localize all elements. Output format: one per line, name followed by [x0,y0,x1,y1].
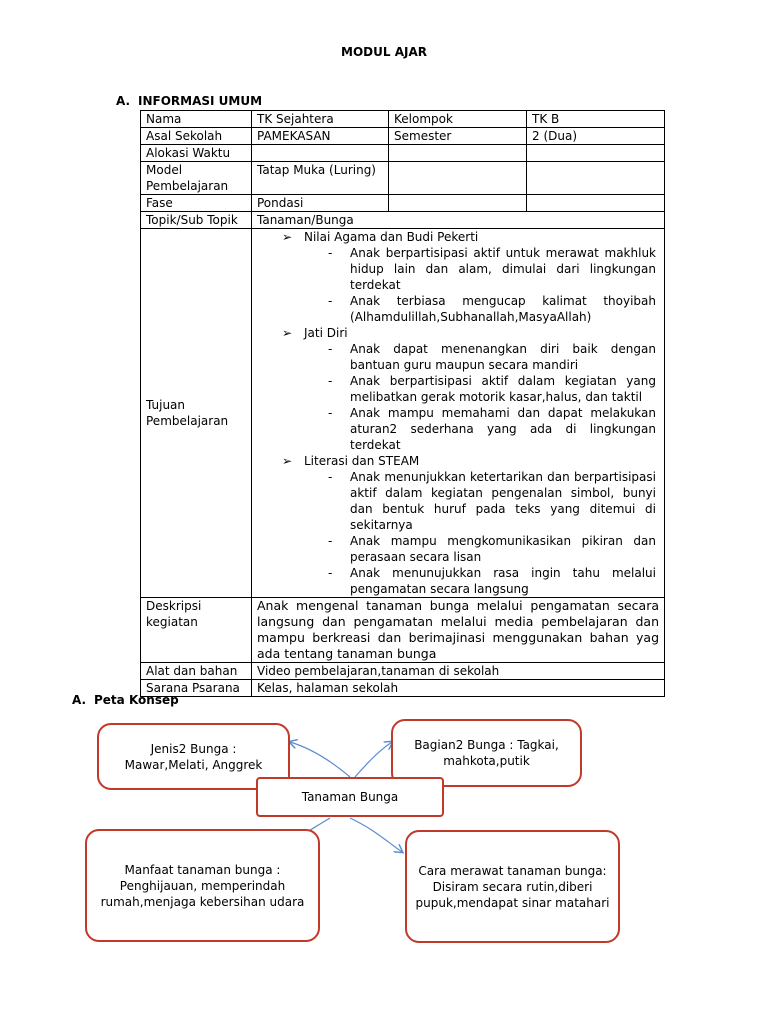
cell-label: Kelompok [389,111,527,128]
cell-value: Tatap Muka (Luring) [252,162,389,195]
cell-label: Asal Sekolah [141,128,252,145]
cell-label: Model Pembelajaran [141,162,252,195]
section-number: A. [116,94,131,108]
cell-value: PAMEKASAN [252,128,389,145]
goal-item-text: Anak mampu mengkomunikasikan pikiran dan perasaan secara lisan [350,534,656,564]
dash-bullet: - [328,374,333,388]
bullet-arrow-icon: ➢ [282,326,293,340]
goal-item-text: Anak berpartisipasi aktif untuk merawat makhluk hidup lain dan alam, dimulai dari lingkungan terdekat [350,246,656,292]
section-label: Peta Konsep [94,693,179,707]
dash-bullet: - [328,406,333,420]
cell-empty [389,145,527,162]
cell-empty [389,195,527,212]
dash-bullet: - [328,246,333,260]
goal-heading [282,453,664,469]
cell-label: Deskripsi kegiatan [141,598,252,663]
cell-value: Kelas, halaman sekolah [252,680,665,697]
goal-heading-text: Jati Diri [304,326,348,340]
list-item [282,469,664,533]
dash-bullet: - [328,534,333,548]
table-row [141,598,665,663]
arrow-to-bagian [355,742,392,777]
arrow-to-merawat [350,818,402,852]
list-item [282,565,664,597]
dash-bullet: - [328,566,333,580]
cell-value: TK Sejahtera [252,111,389,128]
goal-item-text: Anak mampu memahami dan dapat melakukan aturan2 sederhana yang ada di lingkungan terdekat [350,406,656,452]
table-row [141,663,665,680]
concept-box-manfaat: Manfaat tanaman bunga : Penghijauan, memperindah rumah,menjaga kebersihan udara [85,829,320,942]
goal-heading-text: Nilai Agama dan Budi Pekerti [304,230,479,244]
cell-empty [527,195,665,212]
list-item [282,373,664,405]
concept-box-center: Tanaman Bunga [256,777,444,817]
cell-label: Sarana Psarana [141,680,252,697]
concept-box-merawat: Cara merawat tanaman bunga: Disiram secara rutin,diberi pupuk,mendapat sinar matahari [405,830,620,943]
cell-label: Tujuan Pembelajaran [141,229,252,598]
cell-empty [252,145,389,162]
list-item [282,405,664,453]
cell-empty [527,162,665,195]
cell-value: Anak mengenal tanaman bunga melalui pengamatan secara langsung dan pengamatan melalui media pembelajaran dan mampu berkreasi dan berimajinasi menggunakan bahan yag ada tentang tanaman bunga [252,598,665,663]
cell-label: Fase [141,195,252,212]
goal-group [252,453,664,597]
list-item [282,533,664,565]
goal-heading [282,325,664,341]
section-heading-peta-konsep [72,693,179,707]
arrow-to-jenis [290,742,350,777]
table-row [141,195,665,212]
goal-item-text: Anak menunujukkan rasa ingin tahu melalui pengamatan secara langsung [350,566,656,596]
cell-label: Topik/Sub Topik [141,212,252,229]
table-row [141,128,665,145]
table-row [141,212,665,229]
section-heading-informasi [116,94,262,108]
cell-value: Video pembelajaran,tanaman di sekolah [252,663,665,680]
table-row [141,229,665,598]
table-row [141,145,665,162]
cell-value: TK B [527,111,665,128]
cell-value: 2 (Dua) [527,128,665,145]
cell-label: Nama [141,111,252,128]
concept-box-jenis: Jenis2 Bunga : Mawar,Melati, Anggrek [97,723,290,790]
section-label: INFORMASI UMUM [138,94,263,108]
goal-heading-text: Literasi dan STEAM [304,454,420,468]
cell-empty [389,162,527,195]
goal-item-text: Anak terbiasa mengucap kalimat thoyibah (Alhamdulillah,Subhanallah,MasyaAllah) [350,294,656,324]
table-row [141,680,665,697]
bullet-arrow-icon: ➢ [282,454,293,468]
cell-label: Alat dan bahan [141,663,252,680]
cell-value: Tanaman/Bunga [252,212,665,229]
table-row [141,162,665,195]
cell-label: Semester [389,128,527,145]
goal-item-text: Anak berpartisipasi aktif dalam kegiatan yang melibatkan gerak motorik kasar,halus, dan taktil [350,374,656,404]
cell-value: Pondasi [252,195,389,212]
dash-bullet: - [328,342,333,356]
concept-box-bagian: Bagian2 Bunga : Tagkai, mahkota,putik [391,719,582,787]
goal-item-text: Anak dapat menenangkan diri baik dengan bantuan guru maupun secara mandiri [350,342,656,372]
goals-list [252,229,664,597]
goals-cell [252,229,665,598]
cell-label: Alokasi Waktu [141,145,252,162]
info-table [140,110,665,697]
list-item [282,341,664,373]
goal-heading [282,229,664,245]
section-number: A. [72,693,87,707]
list-item [282,293,664,325]
dash-bullet: - [328,294,333,308]
cell-empty [527,145,665,162]
dash-bullet: - [328,470,333,484]
page-title: MODUL AJAR [341,45,427,59]
goal-group [252,325,664,453]
goal-group [252,229,664,325]
goal-item-text: Anak menunjukkan ketertarikan dan berpartisipasi aktif dalam kegiatan pengenalan simbol, bunyi dan bentuk huruf pada teks yang ditemui di sekitarnya [350,470,656,532]
list-item [282,245,664,293]
table-row [141,111,665,128]
bullet-arrow-icon: ➢ [282,230,293,244]
